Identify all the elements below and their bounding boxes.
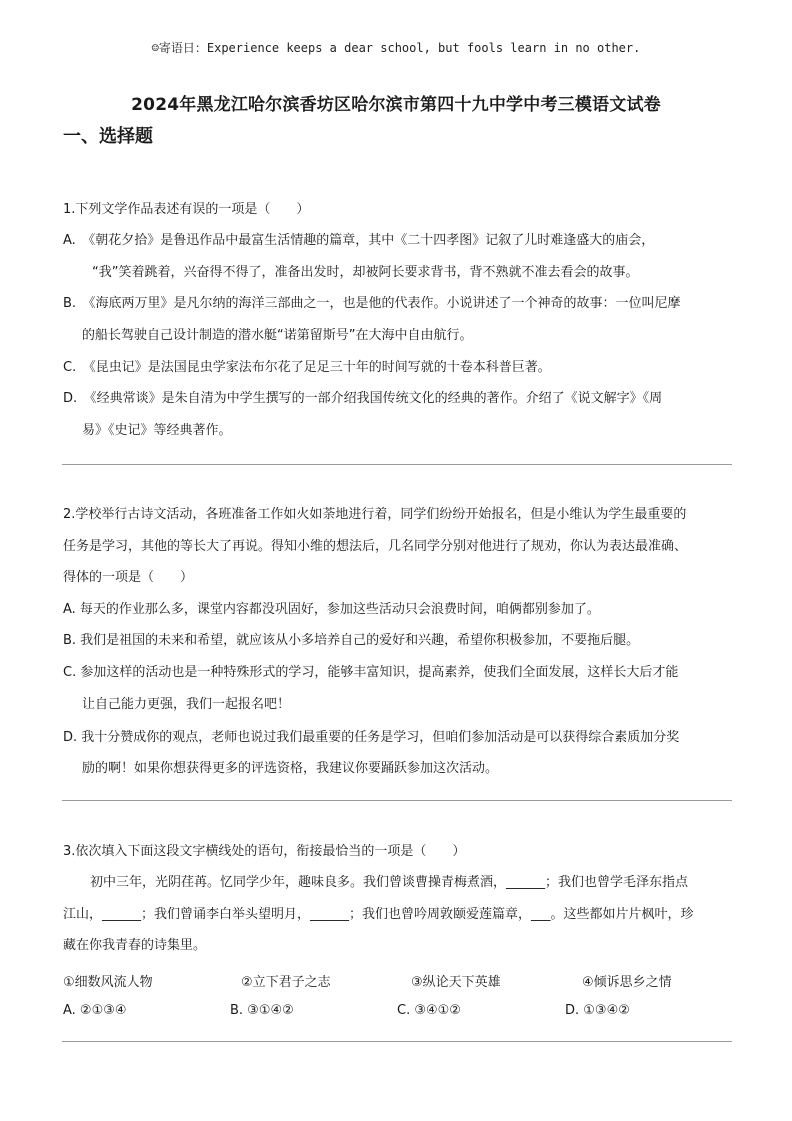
q1-option-a-line2: “我”笑着跳着，兴奋得不得了，准备出发时，却被阿长要求背书，背不熟就不准去看会的故事。 [92, 265, 639, 280]
q1-option-d-line1: D. 《经典常谈》是朱自清为中学生撰写的一部介绍我国传统文化的经典的著作。介绍了《说文解字》《周 [63, 391, 663, 406]
q1-option-b-line2: 的船长驾驶自己设计制造的潜水艇“诺第留斯号”在大海中自由航行。 [82, 328, 473, 343]
q3-item: ④倾诉思乡之情 [582, 975, 672, 990]
q3-option-a: A. ②①③④ [63, 1003, 127, 1018]
q3-stem: 3.依次填入下面这段文字横线处的语句，衔接最恰当的一项是（ ） [63, 844, 466, 859]
q2-option-a: A. 每天的作业那么多，课堂内容都没巩固好，参加这些活动只会浪费时间，咱俩都别参加了。 [63, 602, 600, 617]
q2-option-b: B. 我们是祖国的未来和希望，就应该从小多培养自己的爱好和兴趣，希望你积极参加，不要拖后腿。 [63, 633, 640, 648]
q2-option-c-line2: 让自己能力更强，我们一起报名吧！ [82, 697, 291, 712]
q2-stem-line3: 得体的一项是（ ） [63, 570, 194, 585]
page-title: 2024年黑龙江哈尔滨香坊区哈尔滨市第四十九中学中考三模语文试卷 [131, 95, 661, 115]
q1-option-a-line1: A. 《朝花夕拾》是鲁迅作品中最富生活情趣的篇章，其中《二十四孝图》记叙了儿时难逢盛大的庙会， [63, 233, 655, 248]
q3-passage-line1: 初中三年，光阴荏苒。忆同学少年，趣味良多。我们曾谈曹操青梅煮酒，______；我们也曾学毛泽东指点 [90, 875, 689, 890]
q1-stem: 1.下列文学作品表述有误的一项是（ ） [63, 202, 310, 217]
divider [62, 800, 732, 801]
q3-passage-line3: 藏在你我青春的诗集里。 [63, 938, 207, 953]
q3-item: ①细数风流人物 [63, 975, 153, 990]
q2-stem-line2: 任务是学习，其他的等长大了再说。得知小维的想法后，几名同学分别对他进行了规劝，你认为表达最准确、 [63, 539, 688, 554]
q3-item: ③纵论天下英雄 [411, 975, 501, 990]
divider [62, 464, 732, 465]
q3-option-c: C. ③④①② [397, 1003, 461, 1018]
section-heading: 一、选择题 [63, 126, 153, 147]
q2-option-c-line1: C. 参加这样的活动也是一种特殊形式的学习，能够丰富知识，提高素养，使我们全面发展，这样长大后才能 [63, 665, 679, 680]
q3-item: ②立下君子之志 [241, 975, 331, 990]
q2-option-d-line1: D. 我十分赞成你的观点，老师也说过我们最重要的任务是学习，但咱们参加活动是可以获得综合素质加分奖 [63, 730, 680, 745]
motto: ☺寄语日：Experience keeps a dear school, but fools learn in no other. [151, 41, 641, 55]
q2-stem-line1: 2.学校举行古诗文活动，各班准备工作如火如荼地进行着，同学们纷纷开始报名，但是小维认为学生最重要的 [63, 507, 687, 522]
q1-option-d-line2: 易》《史记》等经典著作。 [82, 423, 232, 438]
q2-option-d-line2: 励的啊！如果你想获得更多的评选资格，我建议你要踊跃参加这次活动。 [82, 761, 499, 776]
divider [62, 1041, 732, 1042]
q1-option-b-line1: B. 《海底两万里》是凡尔纳的海洋三部曲之一，也是他的代表作。小说讲述了一个神奇的故事：一位叫尼摩 [63, 296, 681, 311]
q3-option-b: B. ③①④② [230, 1003, 294, 1018]
q3-passage-line2: 江山，______；我们曾诵李白举头望明月，______；我们也曾吟周敦颐爱莲篇章，___。这些都如片片枫叶，珍 [63, 907, 694, 922]
q3-option-d: D. ①③④② [565, 1003, 630, 1018]
q1-option-c-line1: C. 《昆虫记》是法国昆虫学家法布尔花了足足三十年的时间写就的十卷本科普巨著。 [63, 360, 551, 375]
